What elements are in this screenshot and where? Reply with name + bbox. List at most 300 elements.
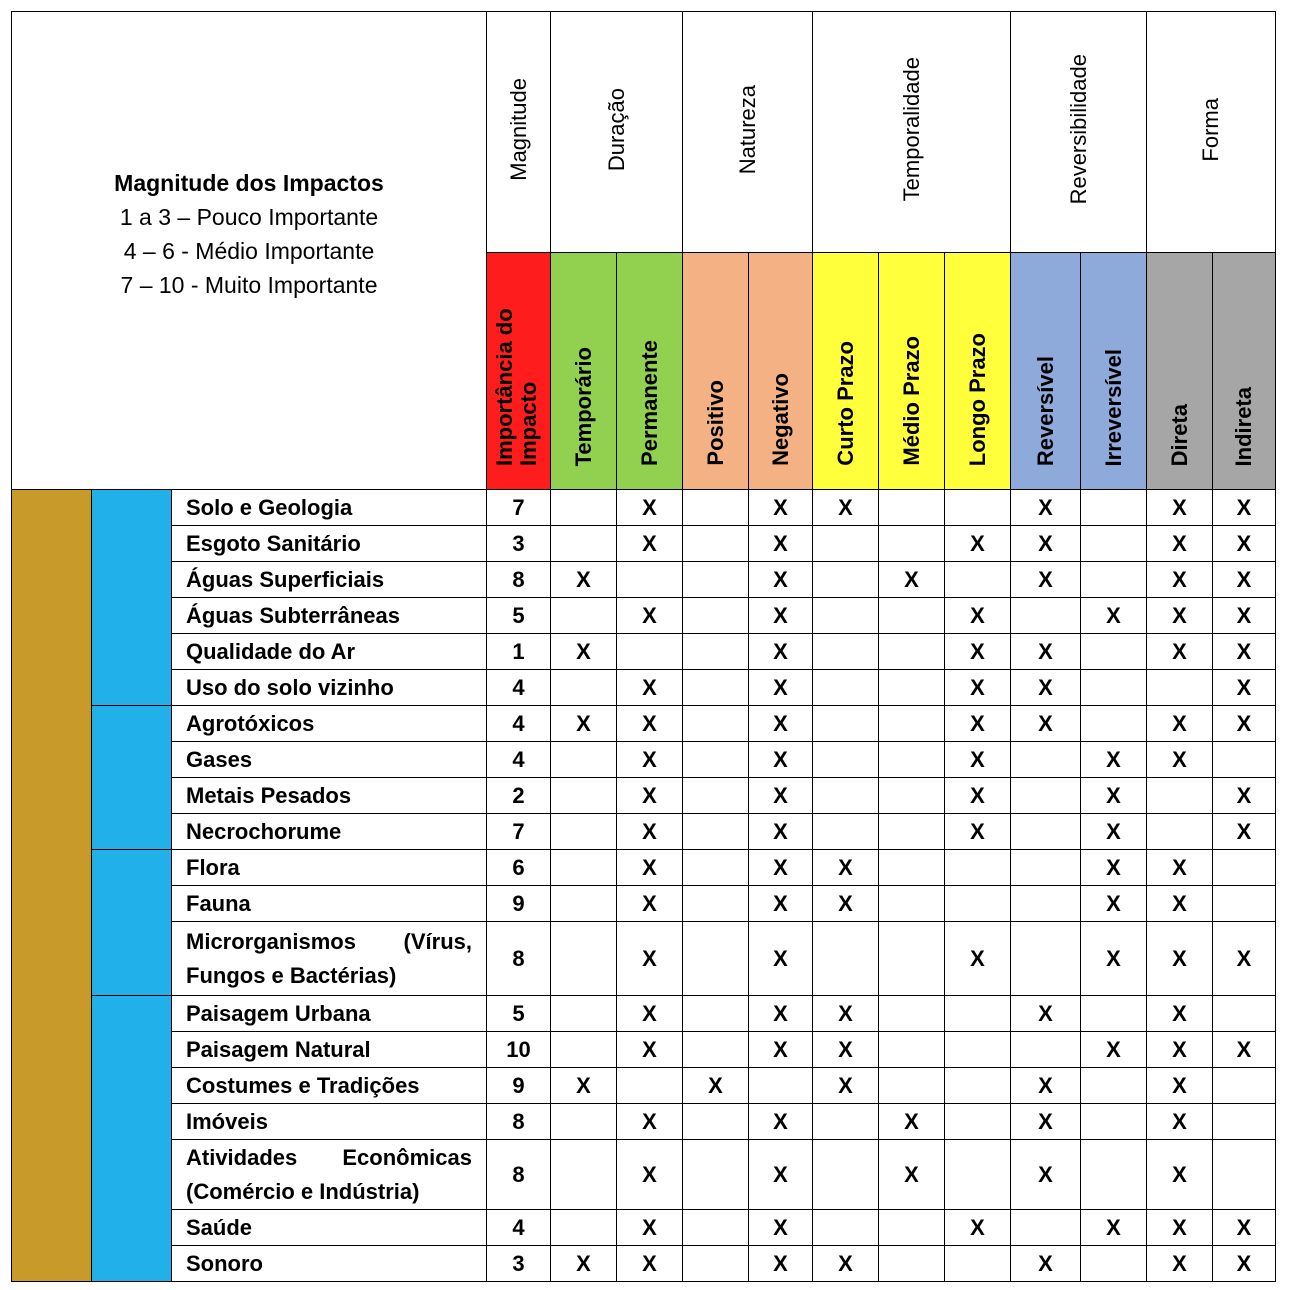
mark-cell: X: [749, 1140, 813, 1210]
table-row: [12, 850, 1276, 886]
mark-cell: [879, 526, 945, 562]
mark-cell: X: [617, 670, 683, 706]
mark-cell: X: [617, 1210, 683, 1246]
magnitude-legend: [12, 12, 487, 490]
mark-cell: [551, 670, 617, 706]
mark-cell: X: [617, 490, 683, 526]
mark-cell: [683, 996, 749, 1032]
importance-value: 4: [487, 1210, 551, 1246]
mark-cell: X: [1147, 742, 1213, 778]
mark-cell: [1011, 742, 1081, 778]
impact-matrix-table: [11, 11, 1276, 1282]
mark-cell: [683, 526, 749, 562]
mark-cell: [879, 490, 945, 526]
mark-cell: [813, 526, 879, 562]
mark-cell: [813, 706, 879, 742]
importance-value: 6: [487, 850, 551, 886]
row-label: Flora: [172, 850, 487, 886]
row-label: Esgoto Sanitário: [172, 526, 487, 562]
group-label: Duração: [603, 87, 629, 172]
table-row: [12, 1246, 1276, 1282]
group-header-forma: [1147, 12, 1276, 253]
mark-cell: X: [1147, 922, 1213, 996]
mark-cell: X: [749, 562, 813, 598]
mark-cell: X: [945, 742, 1011, 778]
subcategory-cell: [92, 490, 172, 706]
mark-cell: X: [1213, 490, 1276, 526]
mark-cell: [879, 1068, 945, 1104]
subheader-negativo: [749, 253, 813, 490]
mark-cell: X: [1147, 1246, 1213, 1282]
mark-cell: X: [813, 850, 879, 886]
table-row: [12, 670, 1276, 706]
mark-cell: [945, 1246, 1011, 1282]
mark-cell: X: [617, 1104, 683, 1140]
mark-cell: X: [945, 778, 1011, 814]
mark-cell: [945, 1068, 1011, 1104]
table-row: [12, 562, 1276, 598]
mark-cell: X: [617, 850, 683, 886]
mark-cell: X: [1011, 1140, 1081, 1210]
mark-cell: [551, 886, 617, 922]
importance-value: 10: [487, 1032, 551, 1068]
mark-cell: X: [1213, 598, 1276, 634]
mark-cell: [879, 814, 945, 850]
mark-cell: X: [1081, 814, 1147, 850]
table-row: [12, 1032, 1276, 1068]
mark-cell: X: [749, 1032, 813, 1068]
mark-cell: [683, 1032, 749, 1068]
mark-cell: X: [683, 1068, 749, 1104]
mark-cell: [1011, 1032, 1081, 1068]
group-header-natureza: [683, 12, 813, 253]
mark-cell: [813, 634, 879, 670]
mark-cell: X: [1213, 1246, 1276, 1282]
subheader-label: Curto Prazo: [832, 341, 858, 466]
subheader-positivo: [683, 253, 749, 490]
subheader-label: Irreversível: [1100, 348, 1126, 466]
mark-cell: [879, 742, 945, 778]
subheader-direta: [1147, 253, 1213, 490]
mark-cell: X: [879, 1140, 945, 1210]
importance-value: 9: [487, 886, 551, 922]
mark-cell: X: [617, 922, 683, 996]
mark-cell: X: [617, 742, 683, 778]
mark-cell: X: [551, 1246, 617, 1282]
mark-cell: [1213, 850, 1276, 886]
row-label: Agrotóxicos: [172, 706, 487, 742]
mark-cell: [1081, 1068, 1147, 1104]
subheader-label: Permanente: [636, 340, 662, 466]
mark-cell: X: [551, 634, 617, 670]
subheader-medio-prazo: [879, 253, 945, 490]
mark-cell: [617, 634, 683, 670]
mark-cell: X: [749, 526, 813, 562]
legend-title: Magnitude dos Impactos: [114, 169, 384, 196]
mark-cell: [813, 778, 879, 814]
mark-cell: X: [617, 996, 683, 1032]
table-row: [12, 490, 1276, 526]
mark-cell: X: [1147, 562, 1213, 598]
mark-cell: X: [1081, 886, 1147, 922]
mark-cell: [945, 490, 1011, 526]
mark-cell: X: [1011, 706, 1081, 742]
mark-cell: [945, 562, 1011, 598]
mark-cell: [1011, 1210, 1081, 1246]
mark-cell: X: [617, 814, 683, 850]
subcategory-cell: [92, 996, 172, 1282]
mark-cell: [1213, 742, 1276, 778]
mark-cell: X: [813, 1246, 879, 1282]
mark-cell: [879, 598, 945, 634]
mark-cell: X: [945, 922, 1011, 996]
mark-cell: X: [1213, 526, 1276, 562]
subheader-indireta: [1213, 253, 1276, 490]
mark-cell: [945, 1140, 1011, 1210]
mark-cell: X: [1213, 1210, 1276, 1246]
mark-cell: X: [1081, 598, 1147, 634]
mark-cell: X: [1147, 996, 1213, 1032]
importance-value: 4: [487, 670, 551, 706]
mark-cell: [813, 1104, 879, 1140]
group-label: Natureza: [734, 84, 760, 175]
row-label: Necrochorume: [172, 814, 487, 850]
mark-cell: [879, 850, 945, 886]
table-row: [12, 922, 1276, 996]
mark-cell: X: [617, 1246, 683, 1282]
group-header-temporalidade: [813, 12, 1011, 253]
subcategory-cell: [92, 850, 172, 996]
mark-cell: [1147, 778, 1213, 814]
mark-cell: X: [1081, 778, 1147, 814]
mark-cell: X: [1011, 634, 1081, 670]
mark-cell: [1081, 526, 1147, 562]
mark-cell: X: [749, 1246, 813, 1282]
mark-cell: [1011, 778, 1081, 814]
subheader-label: Direta: [1166, 403, 1192, 466]
mark-cell: [683, 634, 749, 670]
mark-cell: X: [1081, 742, 1147, 778]
mark-cell: [551, 1140, 617, 1210]
importance-value: 3: [487, 526, 551, 562]
mark-cell: [1081, 1246, 1147, 1282]
mark-cell: X: [617, 1140, 683, 1210]
table-row: [12, 598, 1276, 634]
table-row: [12, 1104, 1276, 1140]
mark-cell: X: [945, 634, 1011, 670]
mark-cell: X: [749, 814, 813, 850]
mark-cell: X: [749, 1104, 813, 1140]
group-header-duracao: [551, 12, 683, 253]
table-row: [12, 778, 1276, 814]
mark-cell: [945, 996, 1011, 1032]
mark-cell: X: [1147, 490, 1213, 526]
mark-cell: [1213, 1068, 1276, 1104]
mark-cell: [813, 1140, 879, 1210]
mark-cell: X: [1213, 922, 1276, 996]
row-label: Saúde: [172, 1210, 487, 1246]
importance-value: 2: [487, 778, 551, 814]
table-row: [12, 634, 1276, 670]
mark-cell: X: [1081, 922, 1147, 996]
mark-cell: [683, 850, 749, 886]
mark-cell: X: [813, 996, 879, 1032]
mark-cell: [1147, 670, 1213, 706]
mark-cell: X: [1213, 706, 1276, 742]
mark-cell: [1147, 814, 1213, 850]
mark-cell: X: [749, 634, 813, 670]
importance-value: 3: [487, 1246, 551, 1282]
mark-cell: X: [1213, 778, 1276, 814]
importance-value: 8: [487, 1140, 551, 1210]
importance-value: 5: [487, 996, 551, 1032]
table-row: [12, 886, 1276, 922]
mark-cell: X: [1147, 850, 1213, 886]
importance-value: 4: [487, 742, 551, 778]
subheader-permanente: [617, 253, 683, 490]
mark-cell: [1011, 922, 1081, 996]
mark-cell: [813, 598, 879, 634]
mark-cell: [813, 562, 879, 598]
mark-cell: [1011, 850, 1081, 886]
mark-cell: X: [945, 670, 1011, 706]
mark-cell: [1081, 562, 1147, 598]
row-label: Qualidade do Ar: [172, 634, 487, 670]
table-row: [12, 1140, 1276, 1210]
mark-cell: [813, 670, 879, 706]
mark-cell: [683, 922, 749, 996]
mark-cell: [879, 1032, 945, 1068]
subheader-temporario: [551, 253, 617, 490]
mark-cell: X: [813, 886, 879, 922]
mark-cell: X: [1147, 634, 1213, 670]
group-header-magnitude: [487, 12, 551, 253]
importance-value: 8: [487, 1104, 551, 1140]
group-label: Reversibilidade: [1065, 54, 1091, 205]
mark-cell: [1081, 996, 1147, 1032]
importance-value: 9: [487, 1068, 551, 1104]
row-label: Costumes e Tradições: [172, 1068, 487, 1104]
category-cell: [12, 490, 92, 1282]
subheader-label: Importância do Impacto: [491, 308, 541, 466]
mark-cell: [551, 1104, 617, 1140]
mark-cell: X: [1147, 706, 1213, 742]
mark-cell: [617, 1068, 683, 1104]
mark-cell: X: [749, 706, 813, 742]
mark-cell: [945, 1104, 1011, 1140]
mark-cell: [551, 526, 617, 562]
mark-cell: X: [813, 1032, 879, 1068]
importance-value: 4: [487, 706, 551, 742]
mark-cell: X: [945, 814, 1011, 850]
mark-cell: [551, 922, 617, 996]
row-label: Microrganismos (Vírus, Fungos e Bactérias): [172, 922, 487, 996]
mark-cell: X: [1147, 598, 1213, 634]
mark-cell: X: [1081, 1032, 1147, 1068]
mark-cell: X: [879, 562, 945, 598]
mark-cell: [1081, 1140, 1147, 1210]
mark-cell: [551, 1032, 617, 1068]
legend-line: 7 – 10 - Muito Importante: [120, 271, 378, 298]
mark-cell: X: [1011, 670, 1081, 706]
mark-cell: [617, 562, 683, 598]
mark-cell: [683, 1210, 749, 1246]
mark-cell: [1081, 490, 1147, 526]
row-label: Águas Superficiais: [172, 562, 487, 598]
mark-cell: [813, 742, 879, 778]
mark-cell: X: [1011, 526, 1081, 562]
row-label: Solo e Geologia: [172, 490, 487, 526]
row-label: Sonoro: [172, 1246, 487, 1282]
mark-cell: [551, 598, 617, 634]
row-label: Imóveis: [172, 1104, 487, 1140]
mark-cell: [551, 490, 617, 526]
mark-cell: X: [1081, 1210, 1147, 1246]
mark-cell: X: [749, 850, 813, 886]
mark-cell: X: [1147, 1210, 1213, 1246]
mark-cell: X: [1147, 1032, 1213, 1068]
mark-cell: [1081, 1104, 1147, 1140]
mark-cell: X: [1081, 850, 1147, 886]
subheader-label: Positivo: [702, 380, 728, 466]
mark-cell: X: [1011, 1246, 1081, 1282]
mark-cell: [879, 1246, 945, 1282]
mark-cell: [1213, 886, 1276, 922]
mark-cell: X: [1213, 1032, 1276, 1068]
mark-cell: X: [617, 598, 683, 634]
mark-cell: X: [749, 778, 813, 814]
mark-cell: [683, 562, 749, 598]
mark-cell: X: [551, 562, 617, 598]
subheader-importancia-do-impacto: [487, 253, 551, 490]
mark-cell: [551, 850, 617, 886]
subheader-label: Negativo: [767, 373, 793, 466]
mark-cell: X: [749, 922, 813, 996]
mark-cell: [1213, 1140, 1276, 1210]
mark-cell: X: [1011, 562, 1081, 598]
subheader-reversivel: [1011, 253, 1081, 490]
mark-cell: [945, 1032, 1011, 1068]
group-label: Forma: [1198, 97, 1223, 162]
mark-cell: X: [551, 706, 617, 742]
mark-cell: X: [945, 706, 1011, 742]
mark-cell: [551, 742, 617, 778]
mark-cell: X: [945, 598, 1011, 634]
mark-cell: [879, 996, 945, 1032]
importance-value: 7: [487, 490, 551, 526]
row-label: Atividades Econômicas (Comércio e Indústria): [172, 1140, 487, 1210]
mark-cell: [879, 1210, 945, 1246]
mark-cell: [1213, 1104, 1276, 1140]
table-row: [12, 1068, 1276, 1104]
table-row: [12, 996, 1276, 1032]
mark-cell: [551, 778, 617, 814]
mark-cell: X: [749, 490, 813, 526]
subheader-curto-prazo: [813, 253, 879, 490]
mark-cell: X: [1147, 1140, 1213, 1210]
mark-cell: X: [1147, 1104, 1213, 1140]
row-label: Águas Subterrâneas: [172, 598, 487, 634]
mark-cell: X: [1011, 1104, 1081, 1140]
mark-cell: [879, 922, 945, 996]
row-label: Fauna: [172, 886, 487, 922]
mark-cell: [813, 814, 879, 850]
table-row: [12, 526, 1276, 562]
importance-value: 8: [487, 562, 551, 598]
table-row: [12, 742, 1276, 778]
mark-cell: [683, 886, 749, 922]
mark-cell: X: [749, 1210, 813, 1246]
importance-value: 7: [487, 814, 551, 850]
mark-cell: X: [1147, 526, 1213, 562]
mark-cell: [1011, 814, 1081, 850]
mark-cell: [1081, 670, 1147, 706]
mark-cell: X: [749, 886, 813, 922]
mark-cell: X: [1213, 634, 1276, 670]
row-label: Gases: [172, 742, 487, 778]
mark-cell: [683, 814, 749, 850]
mark-cell: [945, 886, 1011, 922]
legend-line: 1 a 3 – Pouco Importante: [119, 203, 379, 230]
mark-cell: X: [749, 996, 813, 1032]
mark-cell: X: [1011, 996, 1081, 1032]
mark-cell: [683, 1104, 749, 1140]
group-header-reversibilidade: [1011, 12, 1147, 253]
mark-cell: [1011, 598, 1081, 634]
mark-cell: [1081, 706, 1147, 742]
importance-value: 5: [487, 598, 551, 634]
group-label: Magnitude: [505, 78, 531, 181]
mark-cell: [1011, 886, 1081, 922]
mark-cell: [683, 670, 749, 706]
mark-cell: X: [813, 490, 879, 526]
mark-cell: [813, 922, 879, 996]
legend-line: 4 – 6 - Médio Importante: [123, 237, 375, 264]
mark-cell: X: [749, 598, 813, 634]
mark-cell: [879, 670, 945, 706]
mark-cell: [683, 778, 749, 814]
mark-cell: X: [879, 1104, 945, 1140]
mark-cell: [551, 1210, 617, 1246]
row-label: Paisagem Natural: [172, 1032, 487, 1068]
subheader-label: Médio Prazo: [898, 336, 924, 466]
row-label: Paisagem Urbana: [172, 996, 487, 1032]
row-label: Uso do solo vizinho: [172, 670, 487, 706]
mark-cell: X: [551, 1068, 617, 1104]
mark-cell: X: [1147, 1068, 1213, 1104]
table-row: [12, 1210, 1276, 1246]
mark-cell: [551, 996, 617, 1032]
mark-cell: X: [617, 706, 683, 742]
importance-value: 8: [487, 922, 551, 996]
subheader-label: Longo Prazo: [964, 332, 990, 466]
subheader-label: Temporário: [570, 346, 596, 466]
table-row: [12, 814, 1276, 850]
mark-cell: X: [1213, 670, 1276, 706]
mark-cell: [551, 814, 617, 850]
mark-cell: X: [1147, 886, 1213, 922]
mark-cell: X: [1213, 814, 1276, 850]
subheader-label: Reversível: [1032, 355, 1058, 466]
mark-cell: [945, 850, 1011, 886]
mark-cell: [683, 598, 749, 634]
mark-cell: X: [749, 670, 813, 706]
mark-cell: X: [945, 526, 1011, 562]
mark-cell: X: [617, 1032, 683, 1068]
subheader-label: Indireta: [1231, 386, 1256, 466]
subheader-irreversivel: [1081, 253, 1147, 490]
importance-value: 1: [487, 634, 551, 670]
